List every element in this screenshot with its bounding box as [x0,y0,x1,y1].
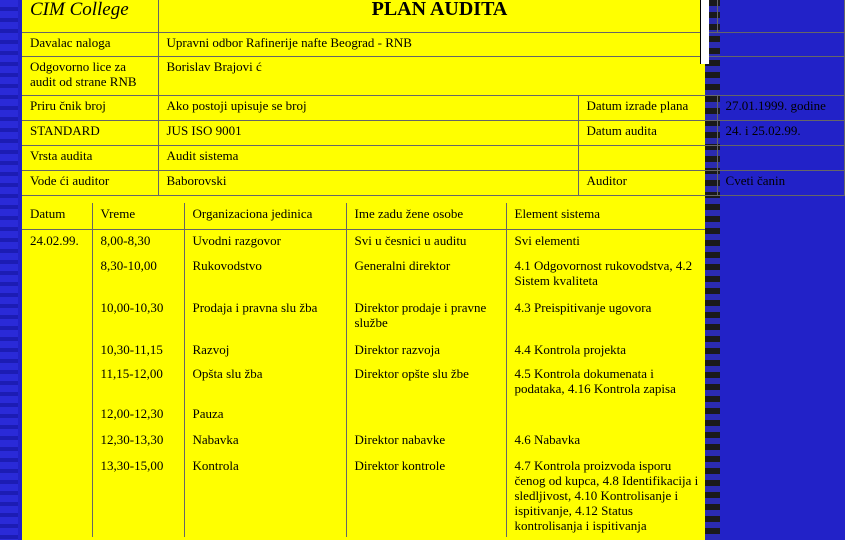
row-unit: Rukovodstvo [184,255,346,297]
plan-date-label: Datum izrade plana [578,95,717,120]
row-element: 4.1 Odgovornost rukovodstva, 4.2 Sistem kvaliteta [514,258,693,288]
schedule-row [22,339,705,363]
row-date [22,339,92,363]
row-unit: Uvodni razgovor [184,229,346,255]
row-date [22,429,92,455]
row-unit: Pauza [184,403,346,429]
responsible-value: Borislav Brajovi ć [158,56,844,95]
row-person: Svi u česnici u auditu [346,229,506,255]
row-person: Direktor prodaje i pravne službe [346,297,506,339]
row-person: Direktor kontrole [346,455,506,537]
auditor-value: Cveti čanin [717,170,844,195]
brand-name: CIM College [22,0,158,32]
manual-label: Priru čnik broj [22,95,158,120]
col-header-time: Vreme [92,203,184,229]
manual-row [22,95,844,120]
schedule-row [22,363,705,403]
row-person: Direktor opšte slu žbe [346,363,506,403]
audit-info-table [22,0,845,196]
row-time: 10,00-10,30 [92,297,184,339]
row-date [22,403,92,429]
row-unit: Kontrola [184,455,346,537]
row-date [22,255,92,297]
row-element [506,403,705,429]
document-title: PLAN AUDITA [158,0,717,32]
row-unit: Opšta slu žba [184,363,346,403]
client-row [22,32,844,56]
client-value: Upravni odbor Rafinerije nafte Beograd - RNB [158,32,844,56]
schedule-row [22,455,705,537]
responsible-row [22,56,844,95]
lead-auditor-value: Baborovski [158,170,578,195]
col-header-element: Element sistema [506,203,705,229]
responsible-label: Odgovorno lice za audit od strane RNB [22,56,158,95]
schedule-row [22,429,705,455]
lead-auditor-label: Vode ći auditor [22,170,158,195]
audit-type-empty-2 [717,145,844,170]
auditor-label: Auditor [578,170,717,195]
schedule-row [22,403,705,429]
audit-type-empty-1 [578,145,717,170]
row-time: 8,00-8,30 [92,229,184,255]
row-person: Generalni direktor [346,255,506,297]
row-person [346,403,506,429]
standard-row [22,120,844,145]
header-row [22,0,844,32]
row-time: 12,00-12,30 [92,403,184,429]
col-header-person: Ime zadu žene osobe [346,203,506,229]
audit-type-value: Audit sistema [158,145,578,170]
row-element: 4.3 Preispitivanje ugovora [514,300,652,315]
audit-date-label: Datum audita [578,120,717,145]
row-unit: Nabavka [184,429,346,455]
audit-type-label: Vrsta audita [22,145,158,170]
standard-value: JUS ISO 9001 [158,120,578,145]
left-decor-stripe [0,0,18,540]
row-date [22,363,92,403]
schedule-header-row [22,203,705,229]
row-time: 12,30-13,30 [92,429,184,455]
row-person: Direktor razvoja [346,339,506,363]
plan-date-value: 27.01.1999. godine [717,95,844,120]
standard-label: STANDARD [22,120,158,145]
audit-schedule-table [22,203,705,537]
lead-auditor-row [22,170,844,195]
row-time: 10,30-11,15 [92,339,184,363]
col-header-date: Datum [22,203,92,229]
row-time: 8,30-10,00 [92,255,184,297]
row-element: 4.4 Kontrola projekta [514,342,627,357]
header-empty-cell [717,0,844,32]
row-unit: Razvoj [184,339,346,363]
schedule-row [22,229,705,255]
audit-type-row [22,145,844,170]
col-header-unit: Organizaciona jedinica [184,203,346,229]
row-element: 4.5 Kontrola dokumenata i podataka, 4.16 Kontrola zapisa [514,366,676,396]
audit-plan-document [22,0,826,540]
page-corner [700,0,709,64]
row-time: 11,15-12,00 [92,363,184,403]
row-time: 13,30-15,00 [92,455,184,537]
row-element: 4.7 Kontrola proizvoda isporu čenog od kupca, 4.8 Identifikacija i sledljivost, 4.10 Kontrolisanje i ispitivanje, 4.12 Status kontrolisanja i ispitivanja [514,458,699,533]
manual-value: Ako postoji upisuje se broj [158,95,578,120]
row-person: Direktor nabavke [346,429,506,455]
schedule-row [22,255,705,297]
audit-date-value: 24. i 25.02.99. [717,120,844,145]
client-label: Davalac naloga [22,32,158,56]
row-unit: Prodaja i pravna slu žba [184,297,346,339]
row-date: 24.02.99. [22,229,92,255]
row-date [22,455,92,537]
row-date [22,297,92,339]
row-element: 4.6 Nabavka [514,432,581,447]
schedule-row [22,297,705,339]
row-element: Svi elementi [514,232,580,248]
